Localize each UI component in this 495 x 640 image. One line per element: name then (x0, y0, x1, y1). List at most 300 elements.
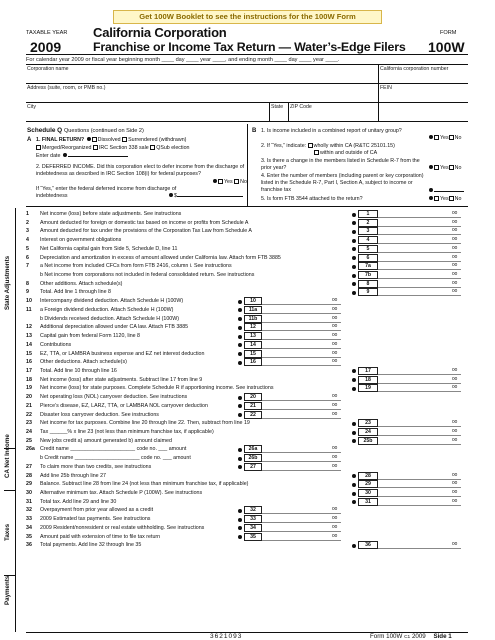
amount-field[interactable] (378, 472, 461, 480)
q-a2-answer: Yes No (212, 179, 247, 185)
amount-field[interactable] (378, 288, 461, 296)
required-bullet-icon (238, 509, 242, 513)
corp-number-field[interactable] (380, 72, 466, 82)
cents-label: 00 (452, 385, 458, 391)
fein-label: FEIN (380, 85, 392, 91)
form-number: 100W (428, 39, 465, 55)
line-box-number: 8 (358, 280, 378, 288)
form-title-line1: California Corporation (93, 25, 227, 40)
line-box-number: 32 (244, 506, 262, 514)
required-bullet-icon (238, 518, 242, 522)
q-a2-amount: $ (168, 193, 243, 199)
amount-field[interactable] (378, 428, 461, 436)
rule (26, 102, 468, 103)
q-b1-answer: Yes No (428, 135, 461, 141)
line-description: Alternative minimum tax. Attach Schedule P (100W). See instructions (40, 490, 203, 497)
q-b4-answer (428, 188, 464, 194)
amount-field[interactable] (262, 323, 341, 331)
amount-field[interactable] (262, 393, 341, 401)
line-number: 26a (26, 446, 35, 453)
cents-label: 00 (332, 394, 338, 400)
amount-field[interactable] (262, 350, 341, 358)
city-field[interactable] (28, 110, 266, 120)
cents-label: 00 (452, 263, 458, 269)
fein-field[interactable] (380, 91, 466, 101)
period-line: For calendar year 2009 or fiscal year beginning month ____ day ____ year ____, and ending month ____ day ____ year ____. (26, 57, 340, 63)
line-description: Capital gain from federal Form 1120, line 8 (40, 333, 141, 340)
line-number: 8 (26, 280, 29, 287)
required-bullet-icon (87, 137, 91, 141)
line-box-number: 25b (358, 437, 378, 445)
amount-field[interactable] (262, 411, 341, 419)
cents-label: 00 (452, 280, 458, 286)
line-number: 24 (26, 429, 32, 435)
q-a1: 1. FINAL RETURN? Dissolved Surrendered (withdrawn) (36, 137, 187, 143)
cents-label: 00 (452, 420, 458, 426)
q-a1-date: Enter date (36, 153, 128, 159)
cents-label: 00 (332, 341, 338, 347)
line-number: 31 (26, 498, 32, 505)
amount-field[interactable] (378, 541, 461, 549)
line-description: New jobs credit a) amount generated b) amount claimed (40, 437, 172, 444)
cents-label: 00 (332, 524, 338, 530)
line-box-number: 35 (244, 533, 262, 541)
line-description: Add line 25b through line 27 (40, 472, 106, 479)
amount-field[interactable] (378, 376, 461, 384)
required-bullet-icon (238, 396, 242, 400)
q-b5: 5. Is form FTB 3544 attached to the return? (261, 196, 363, 202)
line-number: 12 (26, 324, 32, 331)
line-box-number: 26a (244, 445, 262, 453)
line-box-number: 16 (244, 358, 262, 366)
line-box-number: 17 (358, 367, 378, 375)
b5-no-checkbox[interactable] (449, 196, 454, 201)
required-bullet-icon (352, 265, 356, 269)
line-description: Total tax. Add line 29 and line 30 (40, 498, 117, 505)
line-box-number: 5 (358, 245, 378, 253)
zip-field[interactable] (290, 110, 375, 120)
corp-name-field[interactable] (28, 72, 373, 82)
amount-field[interactable] (378, 271, 461, 279)
line-description: b Dividends received deduction. Attach Schedule H (100W) (40, 315, 179, 322)
address-label: Address (suite, room, or PMB no.) (27, 85, 106, 91)
q-b1: 1. Is income included in a combined report of unitary group? (261, 128, 402, 134)
q-b3-answer: Yes No (428, 165, 461, 171)
cents-label: 00 (452, 490, 458, 496)
line-number: 13 (26, 333, 32, 340)
line-box-number: 30 (358, 489, 378, 497)
cents-label: 00 (452, 237, 458, 243)
line-description: EZ, TTA, or LAMBRA business expense and EZ net interest deduction (40, 350, 205, 357)
ca-net-income-label: CA Net Income (4, 434, 11, 478)
line-description: Contributions (40, 341, 72, 348)
required-bullet-icon (429, 188, 433, 192)
amount-field[interactable] (378, 219, 461, 227)
zip-label: ZIP Code (290, 104, 312, 110)
cents-label: 00 (452, 245, 458, 251)
amount-field[interactable] (378, 480, 461, 488)
cents-label: 00 (452, 472, 458, 478)
required-bullet-icon (169, 193, 173, 197)
line-description: Tax ______% x line 23 (not less than minimum franchise tax, if applicable) (40, 429, 214, 435)
line-number: 19 (26, 385, 32, 392)
line-number: 5 (26, 245, 29, 252)
line-description: 2009 Estimated tax payments. See instructions (40, 516, 151, 523)
line-number: 29 (26, 481, 32, 488)
line-number: 7 (26, 263, 29, 270)
required-bullet-icon (352, 213, 356, 217)
b1-yes-checkbox[interactable] (434, 135, 439, 140)
line-box-number: 36 (358, 541, 378, 549)
corp-number-label: California corporation number (380, 66, 449, 72)
line-number: 27 (26, 463, 32, 470)
instructions-banner[interactable]: Get 100W Booklet to see the instructions for the 100W Form (113, 10, 382, 24)
cents-label: 00 (452, 211, 458, 216)
cents-label: 00 (332, 324, 338, 330)
line-number: 25 (26, 437, 32, 444)
q-b2: 2. If “Yes,” indicate: wholly within CA (R&TC 25101.15) (261, 143, 395, 149)
line-description: Interest on government obligations (40, 237, 122, 244)
corp-name-label: Corporation name (27, 66, 69, 72)
required-bullet-icon (352, 422, 356, 426)
line-box-number: 13 (244, 332, 262, 340)
deferred-income-field[interactable] (177, 196, 243, 197)
line-box-number: 11b (244, 315, 262, 323)
city-label: City (27, 104, 36, 110)
schedule-q-title: Schedule Q Questions (continued on Side 2) (27, 127, 144, 134)
required-bullet-icon (238, 326, 242, 330)
required-bullet-icon (429, 135, 433, 139)
cents-label: 00 (452, 254, 458, 260)
line-description: Amount deducted for foreign or domestic tax based on income or profits from Schedule A (40, 219, 249, 226)
line-description: Net income (loss) before state adjustments. See instructions (40, 211, 182, 217)
amount-field[interactable] (262, 445, 341, 453)
q-a1-row2: Merged/Reorganized IRC Section 338 sale QSub election (36, 145, 189, 151)
state-label: State (271, 104, 284, 110)
cents-label: 00 (452, 289, 458, 295)
line-number: 30 (26, 490, 32, 497)
line-description: Balance. Subtract line 28 from line 24 (not less than minimum franchise tax, if applicable) (40, 481, 249, 488)
line-number: 9 (26, 289, 29, 296)
amount-field[interactable] (378, 498, 461, 506)
line-description: Intercompany dividend deduction. Attach Schedule H (100W) (40, 298, 184, 305)
state-field[interactable] (271, 110, 286, 120)
line-number: 4 (26, 237, 29, 244)
b2-within-outside-checkbox[interactable] (314, 150, 319, 155)
amount-field[interactable] (262, 506, 341, 514)
cents-label: 00 (452, 367, 458, 373)
line-number: 10 (26, 298, 32, 305)
line-box-number: 4 (358, 236, 378, 244)
cents-label: 00 (332, 411, 338, 417)
qsub-checkbox[interactable] (150, 145, 155, 150)
line-description: Net California capital gain from Side 5, Schedule D, line 11 (40, 245, 178, 252)
required-bullet-icon (352, 274, 356, 278)
amount-field[interactable] (262, 315, 341, 323)
line-box-number: 24 (358, 428, 378, 436)
line-box-number: 27 (244, 463, 262, 471)
line-number: 15 (26, 350, 32, 357)
cents-label: 00 (332, 516, 338, 522)
q-a2-if: If “Yes,” enter the federal deferred income from discharge of indebtedness (36, 186, 177, 200)
line-box-number: 14 (244, 341, 262, 349)
b2-wholly-ca-checkbox[interactable] (308, 143, 313, 148)
line-number: 14 (26, 341, 32, 348)
line-box-number: 23 (358, 419, 378, 427)
required-bullet-icon (352, 239, 356, 243)
rule (26, 64, 468, 65)
header-rule (26, 54, 468, 55)
line-description: Other additions. Attach schedule(s) (40, 280, 123, 287)
line-box-number: 9 (358, 288, 378, 296)
line-number: 6 (26, 254, 29, 261)
q-b-label: B (252, 128, 257, 134)
line-box-number: 1 (358, 210, 378, 218)
required-bullet-icon (429, 165, 433, 169)
q-b3: 3. Is there a change in the members listed in Schedule R-7 from the prior year? (261, 158, 420, 172)
amount-field[interactable] (378, 437, 461, 445)
amount-field[interactable] (262, 454, 341, 462)
line-description: Credit name ______________________ code no. ___ amount (40, 446, 187, 453)
line-number: 34 (26, 524, 32, 531)
cents-label: 00 (332, 455, 338, 461)
line-number: 20 (26, 394, 32, 401)
form-title-line2: Franchise or Income Tax Return — Water’s-Edge Filers (93, 40, 406, 54)
required-bullet-icon (352, 544, 356, 548)
rule (269, 102, 270, 121)
line-box-number: 19 (358, 384, 378, 392)
amount-field[interactable] (378, 227, 461, 235)
line-description: 2009 Resident/nonresident or real estate withholding. See instructions (40, 524, 205, 531)
required-bullet-icon (238, 335, 242, 339)
line-number: 35 (26, 533, 32, 540)
amount-field[interactable] (262, 341, 341, 349)
line-number: 3 (26, 228, 29, 235)
form-code: 3621093 (210, 633, 243, 640)
state-adjustments-label: State Adjustments (4, 255, 11, 310)
required-bullet-icon (429, 196, 433, 200)
line-box-number: 10 (244, 297, 262, 305)
line-box-number: 7a (358, 262, 378, 270)
irc338-checkbox[interactable] (93, 145, 98, 150)
line-description: Depreciation and amortization in excess of amount allowed under California law. Attach form FTB 3885 (40, 254, 281, 261)
merged-checkbox[interactable] (36, 145, 41, 150)
q-a2-text: 2. DEFERRED INCOME. Did this corporation elect to defer income from the discharge of indebtedness as described in IRC Section 108(i) for federal purposes? (36, 164, 245, 178)
line-description: Other deductions. Attach schedule(s) (40, 359, 127, 366)
line-box-number: 22 (244, 411, 262, 419)
cents-label: 00 (332, 350, 338, 356)
b3-yes-checkbox[interactable] (434, 165, 439, 170)
line-description: Total. Add line 10 through line 16 (40, 367, 117, 374)
line-description: b Credit name ______________________ code no. ___ amount (40, 455, 191, 462)
line-number: 16 (26, 359, 32, 366)
q-b4: 4. Enter the number of members (including parent or key corporation) listed in the Schedule R-7, Part I, Section A, subject to income or franchise tax (261, 173, 424, 194)
line-number: 33 (26, 516, 32, 523)
amount-field[interactable] (378, 489, 461, 497)
line-box-number: 26b (244, 454, 262, 462)
required-bullet-icon (238, 361, 242, 365)
line-description: Amount paid with extension of time to file tax return (40, 533, 161, 540)
line-number: 2 (26, 219, 29, 226)
amount-field[interactable] (378, 262, 461, 270)
cents-label: 00 (332, 359, 338, 365)
amount-field[interactable] (262, 533, 341, 541)
line-number: 18 (26, 376, 32, 383)
rule (4, 490, 16, 491)
line-description: Additional depreciation allowed under CA law. Attach FTB 3885 (40, 324, 189, 331)
required-bullet-icon (238, 300, 242, 304)
cents-label: 00 (332, 507, 338, 513)
amount-field[interactable] (262, 332, 341, 340)
q-b2-b: within and outside of CA (314, 150, 377, 156)
rule (26, 83, 468, 84)
surrendered-checkbox[interactable] (122, 137, 127, 142)
cents-label: 00 (332, 298, 338, 304)
b5-yes-checkbox[interactable] (434, 196, 439, 201)
line-box-number: 20 (244, 393, 262, 401)
cents-label: 00 (332, 402, 338, 408)
amount-field[interactable] (378, 384, 461, 392)
line-box-number: 33 (244, 515, 262, 523)
line-description: Net operating loss (NOL) carryover deduction. See instructions (40, 394, 188, 401)
line-description: Disaster loss carryover deduction. See instructions (40, 411, 159, 418)
amount-field[interactable] (262, 524, 341, 532)
line-description: Total. Add line 1 through line 8 (40, 289, 111, 296)
cents-label: 00 (332, 463, 338, 469)
line-number: 22 (26, 411, 32, 418)
line-box-number: 29 (358, 480, 378, 488)
cents-label: 00 (452, 376, 458, 382)
amount-field[interactable] (378, 280, 461, 288)
rule (26, 206, 468, 207)
line-description: a Foreign dividend deduction. Attach Schedule H (100W) (40, 306, 174, 313)
line-number: 21 (26, 402, 32, 409)
line-box-number: 28 (358, 472, 378, 480)
line-number: 32 (26, 507, 32, 514)
required-bullet-icon (352, 492, 356, 496)
q-b5-answer: Yes No (428, 196, 461, 202)
rule (4, 448, 16, 449)
amount-field[interactable] (262, 306, 341, 314)
cents-label: 00 (452, 228, 458, 234)
required-bullet-icon (238, 457, 242, 461)
line-box-number: 12 (244, 323, 262, 331)
cents-label: 00 (452, 437, 458, 443)
line-description: Net income (loss) after state adjustments. Subtract line 17 from line 9 (40, 376, 203, 383)
rule (378, 64, 379, 121)
required-bullet-icon (63, 153, 67, 157)
required-bullet-icon (352, 387, 356, 391)
q-a-label: A (27, 137, 32, 143)
line-number: 23 (26, 420, 32, 427)
line-box-number: 2 (358, 219, 378, 227)
line-number: 1 (26, 211, 29, 217)
amount-field[interactable] (378, 367, 461, 375)
cents-label: 00 (332, 333, 338, 339)
line-box-number: 11a (244, 306, 262, 314)
amount-field[interactable] (262, 515, 341, 523)
line-box-number: 21 (244, 402, 262, 410)
a2-yes-checkbox[interactable] (218, 179, 223, 184)
form-label: FORM (440, 30, 457, 36)
amount-field[interactable] (262, 402, 341, 410)
cents-label: 00 (332, 533, 338, 539)
amount-field[interactable] (378, 419, 461, 427)
rule (15, 208, 16, 632)
cents-label: 00 (332, 306, 338, 312)
required-bullet-icon (238, 352, 242, 356)
line-number: 36 (26, 542, 32, 549)
cents-label: 00 (332, 315, 338, 321)
member-count-field[interactable] (434, 191, 464, 192)
address-field[interactable] (28, 91, 373, 101)
payments-label: Payments (4, 575, 11, 605)
cents-label: 00 (332, 446, 338, 452)
amount-field[interactable] (262, 297, 341, 305)
line-description: Amount deducted for tax under the provisions of the Corporation Tax Law from Schedule A (40, 228, 252, 235)
rule (4, 575, 16, 576)
cents-label: 00 (452, 429, 458, 434)
line-description: Net income for tax purposes. Combine line 20 through line 22. Then, subtract from line 19 (40, 420, 250, 427)
cents-label: 00 (452, 498, 458, 504)
amount-field[interactable] (262, 463, 341, 471)
line-description: a Net income from included CFCs from form FTB 2416, column i. See instructions (40, 263, 232, 270)
taxable-year-label: TAXABLE YEAR (26, 30, 68, 36)
amount-field[interactable] (378, 245, 461, 253)
line-description: To claim more than two credits, see instructions (40, 463, 152, 470)
line-box-number: 7b (358, 271, 378, 279)
required-bullet-icon (352, 483, 356, 487)
amount-field[interactable] (378, 254, 461, 262)
line-number: 11 (26, 306, 32, 313)
line-description: Pierce’s disease, EZ, LARZ, TTA, or LAMBRA NOL carryover deduction (40, 402, 208, 409)
b3-no-checkbox[interactable] (449, 165, 454, 170)
amount-field[interactable] (262, 358, 341, 366)
line-description: Total payments. Add line 32 through line 35 (40, 542, 142, 549)
line-number: 28 (26, 472, 32, 479)
line-box-number: 15 (244, 350, 262, 358)
taxes-label: Taxes (4, 523, 11, 541)
tax-year: 2009 (30, 39, 62, 55)
required-bullet-icon (213, 179, 217, 183)
amount-field[interactable] (378, 236, 461, 244)
required-bullet-icon (352, 291, 356, 295)
required-bullet-icon (352, 431, 356, 435)
required-bullet-icon (352, 230, 356, 234)
cents-label: 00 (452, 481, 458, 487)
line-description: b Net income from corporations not included in federal consolidated return. See instructions (40, 272, 255, 279)
cents-label: 00 (452, 219, 458, 225)
line-description: Net income (loss) for state purposes. Complete Schedule R if apportioning income. See instructions (40, 385, 274, 392)
amount-field[interactable] (378, 210, 461, 218)
cents-label: 00 (452, 542, 458, 548)
dissolved-checkbox[interactable] (92, 137, 97, 142)
line-box-number: 34 (244, 524, 262, 532)
line-box-number: 6 (358, 254, 378, 262)
rule (288, 102, 289, 121)
rule (247, 124, 248, 206)
required-bullet-icon (238, 448, 242, 452)
footer-form: Form 100W C1 2009 Side 1 (370, 633, 452, 640)
rule (26, 121, 468, 122)
final-return-date-field[interactable] (68, 156, 128, 157)
line-box-number: 18 (358, 376, 378, 384)
line-number: 17 (26, 367, 32, 374)
line-box-number: 3 (358, 227, 378, 235)
b1-no-checkbox[interactable] (449, 135, 454, 140)
line-description: Overpayment from prior year allowed as a credit (40, 507, 154, 514)
a2-no-checkbox[interactable] (234, 179, 239, 184)
